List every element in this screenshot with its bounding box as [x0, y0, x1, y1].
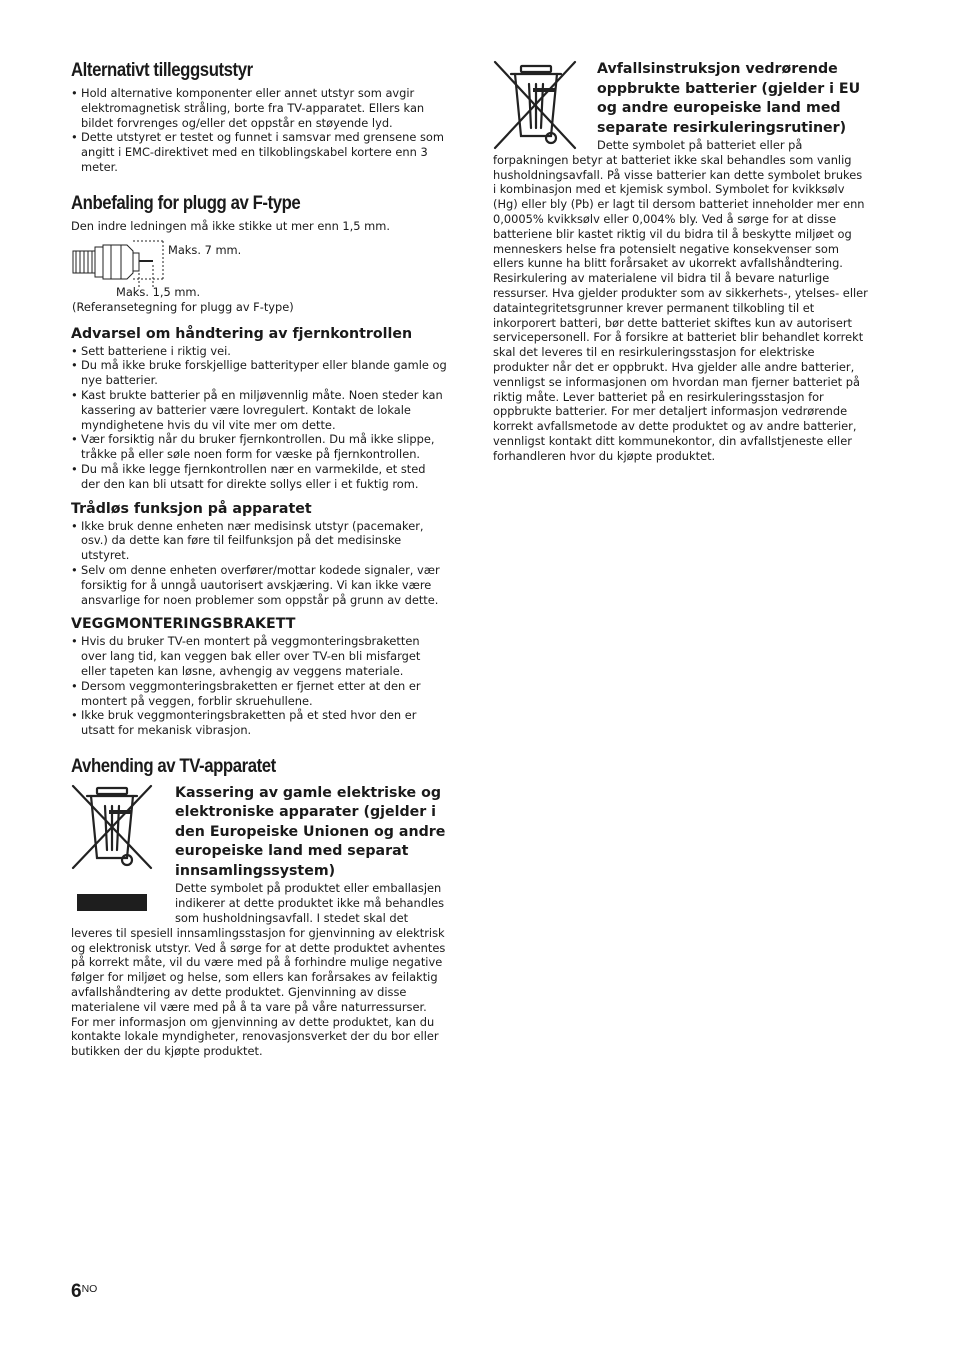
- list-item: • Kast brukte batterier på en miljøvennlig måte. Noen steder kan kassering av batterier være lovregulert. Kontakt de lokale myndighetene hvis du vil vite mer om dette.: [71, 388, 447, 432]
- f-plug-intro: Den indre ledningen må ikke stikke ut mer enn 1,5 mm.: [71, 218, 390, 233]
- heading-f-plug: Anbefaling for plugg av F-type: [71, 191, 301, 214]
- page-number: [71, 1281, 97, 1303]
- label-max-1-5mm: Maks. 1,5 mm.: [116, 284, 201, 299]
- heading-alternative-equipment: Alternativt tilleggsutstyr: [71, 59, 253, 81]
- list-item: • Dette utstyret er testet og funnet i samsvar med grensene som angitt i EMC-direktivet med en tilkoblingskabel kortere enn 3 meter.: [71, 130, 447, 174]
- list-item: • Du må ikke legge fjernkontrollen nær en varmekilde, et sted der den kan bli utsatt for direkte sollys eller i et fuktig rom.: [71, 462, 447, 492]
- heading-tv-disposal: Avhending av TV-apparatet: [71, 754, 276, 777]
- battery-subtitle: Avfallsinstruksjon vedrørende oppbrukte batterier (gjelder i EU og andre europeiske land med separate resirkuleringsrutiner): [597, 61, 861, 136]
- weee-body: Dette symbolet på produktet eller emballasjen indikerer at dette produktet ikke må behandles som husholdningsavfall. I stedet skal det leveres til spesiell innsamlingsstasjon for gjenvinning av elektrisk og elektronisk utstyr. Ved å sørge for at dette produktet avhentes på korrekt måte, vil du være med på å forhindre mulige negative følger for miljøet og helse, som ellers kan forårsakes av feilaktig avfallshåndtering av dette produktet. Gjenvinning av disse materialene vil være med på å ta vare på våre naturressurser. For mer informasjon om gjenvinning av dette produktet, kan du kontakte lokale myndigheter, renovasjonsverket der du bor eller butikken der du kjøpte produktet.: [71, 881, 446, 1059]
- left-column: [71, 58, 447, 1059]
- list-wireless: [71, 519, 447, 608]
- f-plug-diagram: [71, 239, 447, 313]
- battery-body: Dette symbolet på batteriet eller på forpakningen betyr at batteriet ikke skal behandles som vanlig husholdningsavfall. På visse batterier kan dette symbolet brukes i kombinasjon med et kjemisk symbol. Symbolet for kvikksølv (Hg) eller bly (Pb) er lagt til dersom batteriet inneholder mer enn 0,0005% kvikksølv eller 0,004% bly. Ved å sørge for at disse batteriene blir kastet riktig vil du bidra til å beskytte miljøet og menneskers helse fra potensielt negative konsekvenser som ellers kunne ha blitt forårsaket av ukorrekt avfallshåndtering. Resirkulering av materialene vil bidra til å bevare naturlige ressurser. Hva gjelder produkter som av sikkerhets-, ytelses- eller dataintegritetsgrunner krever permanent tilkobling til et inkorporert batteri, bør dette batteriet skiftes kun av autorisert servicepersonell. For å forsikre at batteriet blir behandlet korrekt skal det leveres til en resirkuleringsstasjon for elektriske produkter når det er oppbrukt. Hva gjelder alle andre batterier, vennligst se informasjonen om hvordan man fjerner batteriet på riktig måte. Lever batteriet på en resirkuleringsstasjon for oppbrukte batterier. For mer detaljert informasjon vedrørende korrekt avfallsmetode av dette produktet og av andre batterier, vennligst kontakt ditt kommunekontor, din avfallstjeneste eller forhandleren hvor du kjøpte produktet.: [493, 138, 868, 463]
- section-wireless: [71, 500, 447, 608]
- list-item: • Selv om denne enheten overfører/mottar kodede signaler, vær forsiktig for å unngå uautorisert avskjæring. Vi kan ikke være ansvarlige for noen problemer som oppstår på grunn av dette.: [71, 563, 447, 607]
- list-item: • Hvis du bruker TV-en montert på veggmonteringsbraketten over lang tid, kan veggen bak eller over TV-en bli misfarget eller tapeten kan løsne, avhengig av veggens materiale.: [71, 634, 447, 678]
- section-tv-disposal: [71, 754, 447, 1059]
- list-item: • Sett batteriene i riktig vei.: [71, 344, 447, 359]
- list-item: • Du må ikke bruke forskjellige batterityper eller blande gamle og nye batterier.: [71, 358, 447, 388]
- heading-wall-bracket: VEGGMONTERINGSBRAKETT: [71, 616, 296, 633]
- list-item: • Vær forsiktig når du bruker fjernkontrollen. Du må ikke slippe, tråkke på eller søle noen form for væske på fjernkontrollen.: [71, 432, 447, 462]
- list-item: • Ikke bruk veggmonteringsbraketten på et sted hvor den er utsatt for mekanisk vibrasjon.: [71, 708, 447, 738]
- page-language: NO: [81, 1283, 98, 1295]
- list-remote-warning: [71, 344, 447, 492]
- list-item: • Dersom veggmonteringsbraketten er fjernet etter at den er montert på veggen, forblir skruehullene.: [71, 679, 447, 709]
- section-f-plug: [71, 191, 447, 313]
- solid-bar: [77, 894, 147, 911]
- section-alternative-equipment: [71, 58, 447, 175]
- crossed-bin-battery-icon: [493, 60, 597, 152]
- heading-wireless: Trådløs funksjon på apparatet: [71, 500, 312, 517]
- page-number-value: 6: [71, 1281, 82, 1302]
- list-item: • Ikke bruk denne enheten nær medisinsk utstyr (pacemaker, osv.) da dette kan føre til feilfunksjon på det medisinske utstyret.: [71, 519, 447, 563]
- tv-disposal-block: [71, 784, 447, 1059]
- crossed-bin-icon: [71, 784, 175, 914]
- section-remote-warning: [71, 325, 447, 492]
- label-max-7mm: Maks. 7 mm.: [168, 242, 242, 257]
- heading-remote-warning: Advarsel om håndtering av fjernkontrollen: [71, 325, 413, 342]
- list-item: • Hold alternative komponenter eller annet utstyr som avgir elektromagnetisk stråling, borte fra TV-apparatet. Ellers kan bildet forvrenges og/eller det oppstår en støyende lyd.: [71, 86, 447, 130]
- list-wall-bracket: [71, 634, 447, 738]
- section-wall-bracket: [71, 615, 447, 738]
- right-column: [493, 60, 868, 464]
- weee-subtitle: Kassering av gamle elektriske og elektroniske apparater (gjelder i den Europeiske Unionen og andre europeiske land med separat innsamlingssystem): [175, 784, 446, 879]
- f-plug-caption: (Referansetegning for plugg av F-type): [72, 299, 294, 314]
- list-alternative-equipment: [71, 86, 447, 175]
